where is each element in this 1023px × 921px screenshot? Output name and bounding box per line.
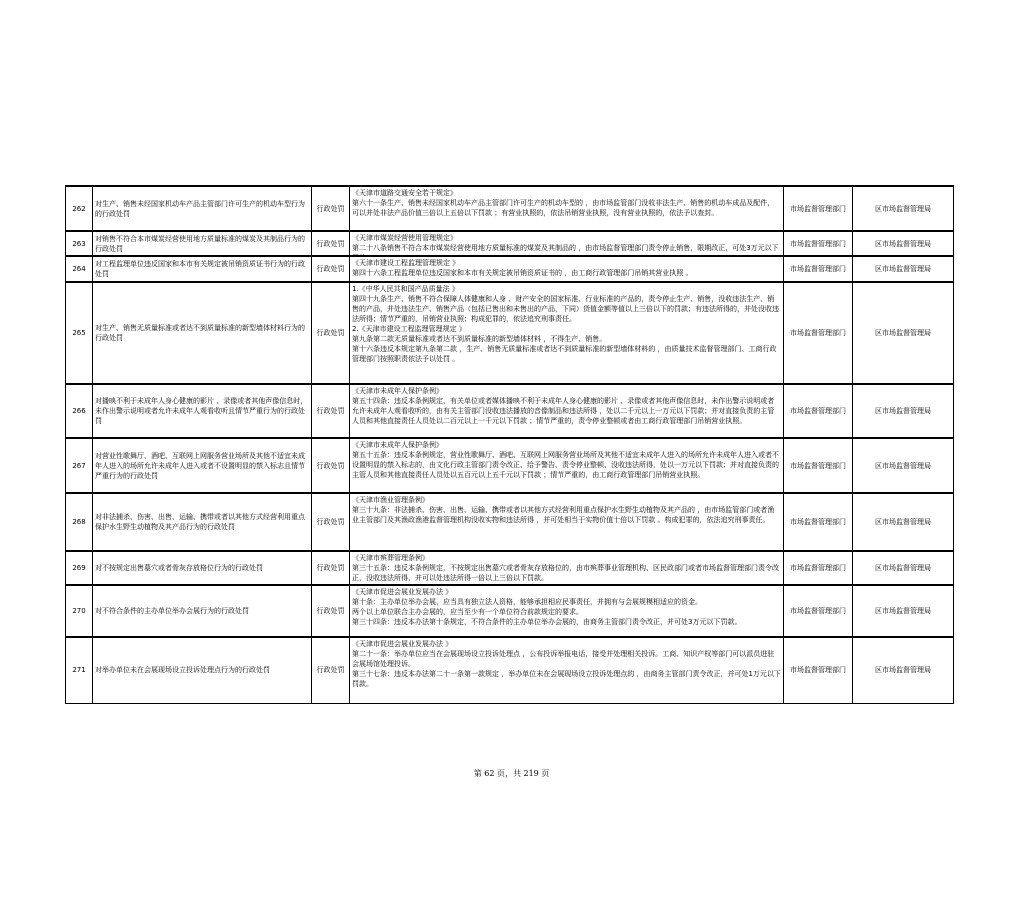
item-type-text: 行政处罚 <box>316 265 345 273</box>
item-name-text: 对生产、销售无质量标准或者达不到质量标准的新型墙体材料行为的行政处罚 <box>95 324 305 342</box>
executing-agency-text: 区市场监督管理局 <box>875 666 931 675</box>
responsible-dept <box>784 256 853 282</box>
responsible-dept <box>784 551 853 585</box>
responsible-dept <box>784 493 853 551</box>
item-type <box>312 438 350 493</box>
item-name-text: 对举办单位未在会展现场设立投诉处理点行为的行政处罚 <box>95 666 270 675</box>
item-type-text: 行政处罚 <box>316 461 345 470</box>
item-name <box>93 282 312 384</box>
item-name-text: 对营业性歌舞厅、酒吧、互联网上网服务营业场所及其他不适宜未成年人进入的场所允许未成年人进入或者不设置明显的禁入标志且情节严重行为的行政处罚 <box>95 451 305 480</box>
responsible-dept <box>784 637 853 703</box>
table-row <box>66 256 954 282</box>
item-name <box>93 585 312 637</box>
row-number <box>66 186 93 231</box>
item-name-text: 对销售不符合本市煤炭经营使用地方质量标准的煤炭及其制品行为的行政处罚 <box>95 234 305 253</box>
executing-agency <box>853 637 954 703</box>
responsible-dept <box>784 384 853 438</box>
responsible-dept-text: 市场监督管理部门 <box>790 239 846 248</box>
table-row <box>66 637 954 703</box>
responsible-dept <box>784 282 853 384</box>
executing-agency <box>853 384 954 438</box>
legal-basis <box>350 186 784 231</box>
legal-basis-text: 1.《中华人民共和国产品质量法 》 第四十九条生产、销售不符合保障人体健康和人身 、财产安全的国家标准、行业标准的产品的，责令停止生产、销售，没收违法生产、销售的产品，并处违法生产、销售产品（包括已售出和未售出的产品，下同）货值金额等值以上三倍以下的罚款；有违法所得的，并处没收违法所得；情节严重的，吊销营业执照；构成犯罪的，依法追究刑事责任。 2.《天津市建设工程监理管理规定 》 第九条第二款无质量标准或者达不到质量标准的新型墙体材料 ，不得生产、销售。 第十六条违反本规定第九条第二款 ，生产、销售无质量标准或者达不到质量标准的新型墙体材料的 ，由质量技术监督管理部门、工商行政管理部门按照职责依法予以处罚 。 <box>352 285 779 363</box>
legal-basis-text: 《天津市促进会展业发展办法 》 第二十一条：举办单位应当在会展现场设立投诉处理点 ，公布投诉举报电话，接受并处理相关投诉。工商、知识产权等部门可以派员进驻会展场馆处理投诉。 第三十七条：违反本办法第二十一条第一款规定 ，举办单位未在会展现场设立投诉处理点的 ，由商务主管部门责令改正，并可处1万元以下罚款。 <box>352 640 781 688</box>
executing-agency <box>853 493 954 551</box>
legal-basis <box>350 551 784 585</box>
row-number-text: 263 <box>72 239 86 248</box>
executing-agency <box>853 585 954 637</box>
row-number <box>66 282 93 384</box>
item-name <box>93 231 312 256</box>
item-name <box>93 186 312 231</box>
item-name <box>93 637 312 703</box>
row-number-text: 264 <box>72 265 86 273</box>
responsible-dept <box>784 438 853 493</box>
executing-agency <box>853 282 954 384</box>
legal-basis <box>350 438 784 493</box>
responsible-dept <box>784 231 853 256</box>
responsible-dept-text: 市场监督管理部门 <box>790 329 846 337</box>
table-row <box>66 585 954 637</box>
row-number-text: 270 <box>72 607 86 615</box>
responsible-dept-text: 市场监督管理部门 <box>790 265 846 273</box>
responsible-dept-text: 市场监督管理部门 <box>790 564 846 572</box>
table-body <box>66 186 954 703</box>
responsible-dept-text: 市场监督管理部门 <box>790 407 846 415</box>
legal-basis-text: 《天津市未成年人保护条例》 第五十五条：违反本条例规定，营业性歌舞厅、酒吧、互联网上网服务营业场所及其他不适宜未成年人进入的场所允许未成年人进入或者不设置明显的禁入标志的，由文化行政主管部门责令改正、给予警告、责令停业整顿、没收违法所得，处以一万元以下罚款；并对直接负责的主管人员和其他直接责任人员处以五百元以上五千元以下罚款 ；情节严重的，由工商行政管理部门吊销营业执照。 <box>352 441 779 479</box>
item-name-text: 对不按规定出售墓穴或者骨灰存放格位行为的行政处罚 <box>95 564 263 572</box>
item-type <box>312 186 350 231</box>
executing-agency <box>853 231 954 256</box>
executing-agency-text: 区市场监督管理局 <box>875 239 931 248</box>
item-type <box>312 585 350 637</box>
item-type-text: 行政处罚 <box>316 607 345 615</box>
legal-basis-text: 《天津市促进会展业发展办法 》 第十条：主办单位举办会展，应当具有独立法人资格，能够承担相应民事责任，并拥有与会展规模相适应的资金。 两个以上单位联合主办会展的，应当至少有一个单位符合前款规定的要求。 第三十四条：违反本办法第十条规定，不符合条件的主办单位举办会展的，由商务主管部门责令改正，并可处3万元以下罚款。 <box>352 588 742 626</box>
legal-basis-text: 《天津市殡葬管理条例》 第三十五条：违反本条例规定，不按规定出售墓穴或者骨灰存放格位的，由市殡葬事业管理机构、区民政部门或者市场监督管理部门责令改正，没收违法所得，并可以处违法所得一倍以上三倍以下罚款。 <box>352 554 779 582</box>
item-name-text: 对不符合条件的主办单位举办会展行为的行政处罚 <box>95 607 249 615</box>
table-row <box>66 551 954 585</box>
row-number <box>66 551 93 585</box>
row-number-text: 262 <box>72 204 86 213</box>
item-name <box>93 438 312 493</box>
row-number-text: 267 <box>72 461 86 470</box>
row-number <box>66 384 93 438</box>
legal-basis-text: 《天津市未成年人保护条例》 第五十四条：违反本条例规定，有关单位或者媒体播映不利于未成年人身心健康的影片 、录像或者其他声像信息时，未作出警示说明或者允许未成年人观看收听的，由有关主管部门没收违法播放的音像制品和违法所得 ，处以二千元以上一万元以下罚款；并对直接负责的主管人员和其他直接责任人员处以二百元以上一千元以下罚款 ；情节严重的，责令停业整顿或者由工商行政管理部门吊销营业执照。 <box>352 387 775 425</box>
row-number-text: 269 <box>72 564 86 572</box>
item-type-text: 行政处罚 <box>316 239 345 248</box>
item-type-text: 行政处罚 <box>316 564 345 572</box>
legal-basis <box>350 282 784 384</box>
row-number <box>66 637 93 703</box>
table-row <box>66 384 954 438</box>
item-name <box>93 256 312 282</box>
responsible-dept-text: 市场监督管理部门 <box>790 518 846 526</box>
responsible-dept <box>784 186 853 231</box>
responsible-dept-text: 市场监督管理部门 <box>790 666 846 675</box>
item-name <box>93 493 312 551</box>
executing-agency <box>853 551 954 585</box>
executing-agency-text: 区市场监督管理局 <box>875 407 931 415</box>
executing-agency <box>853 256 954 282</box>
executing-agency-text: 区市场监督管理局 <box>875 329 931 337</box>
item-name-text: 对工程监理单位违反国家和本市有关规定被吊销资质证书行为的行政处罚 <box>95 260 305 278</box>
legal-basis <box>350 637 784 703</box>
table-row <box>66 231 954 256</box>
legal-basis <box>350 493 784 551</box>
item-type-text: 行政处罚 <box>316 204 345 213</box>
enforcement-items-table <box>65 185 954 704</box>
row-number-text: 268 <box>72 518 86 526</box>
executing-agency-text: 区市场监督管理局 <box>875 461 931 470</box>
responsible-dept-text: 市场监督管理部门 <box>790 204 846 213</box>
responsible-dept-text: 市场监督管理部门 <box>790 607 846 615</box>
table-row <box>66 186 954 231</box>
item-type-text: 行政处罚 <box>316 666 345 675</box>
executing-agency-text: 区市场监督管理局 <box>875 204 931 213</box>
row-number-text: 266 <box>72 407 86 415</box>
responsible-dept <box>784 585 853 637</box>
executing-agency <box>853 186 954 231</box>
executing-agency-text: 区市场监督管理局 <box>875 564 931 572</box>
table-row <box>66 282 954 384</box>
row-number <box>66 231 93 256</box>
row-number <box>66 585 93 637</box>
executing-agency-text: 区市场监督管理局 <box>875 607 931 615</box>
executing-agency <box>853 438 954 493</box>
item-type-text: 行政处罚 <box>316 329 345 337</box>
legal-basis-text: 《天津市渔业管理条例》 第三十九条：非法捕杀、伤害、出售、运输、携带或者以其他方式经营利用重点保护水生野生动植物及其产品的 ，由市场监管部门或者渔业主管部门及其渔政渔港监督管理机构没收实物和违法所得 ，并可处相当于实物价值十倍以下罚款 。构成犯罪的，依法追究刑事责任。 <box>352 496 775 524</box>
row-number-text: 265 <box>72 329 86 337</box>
legal-basis <box>350 231 784 256</box>
legal-basis <box>350 585 784 637</box>
item-name-text: 对播映不利于未成年人身心健康的影片 、录像或者其他声像信息时，未作出警示说明或者允许未成年人观看收听且情节严重行为的行政处罚 <box>95 397 308 425</box>
item-name <box>93 384 312 438</box>
item-name-text: 对生产、销售未经国家机动车产品主管部门许可生产的机动车型行为的行政处罚 <box>95 199 305 218</box>
page-footer: 第 62 页，共 219 页 <box>473 769 550 778</box>
item-type-text: 行政处罚 <box>316 518 345 526</box>
item-type <box>312 637 350 703</box>
item-type-text: 行政处罚 <box>316 407 345 415</box>
item-type <box>312 384 350 438</box>
row-number <box>66 256 93 282</box>
row-number <box>66 438 93 493</box>
row-number-text: 271 <box>72 666 86 675</box>
row-number <box>66 493 93 551</box>
item-type <box>312 493 350 551</box>
legal-basis-text: 《天津市煤炭经营使用管理规定》 第二十八条销售不符合本市煤炭经营使用地方质量标准的煤炭及其制品的 ，由市场监督管理部门责令停止销售，限期改正，可处3万元以下 <box>352 234 779 252</box>
item-type <box>312 282 350 384</box>
item-name <box>93 551 312 585</box>
table-row <box>66 438 954 493</box>
item-type <box>312 256 350 282</box>
legal-basis <box>350 384 784 438</box>
item-type <box>312 231 350 256</box>
legal-basis-text: 《天津市建设工程监理管理规定 》 第四十六条工程监理单位违反国家和本市有关规定被吊销资质证书的 ，由工商行政管理部门吊销其营业执照 。 <box>352 259 693 277</box>
executing-agency-text: 区市场监督管理局 <box>875 265 931 273</box>
item-name-text: 对非法捕杀、伤害、出售、运输、携带或者以其他方式经营利用重点保护水生野生动植物及其产品行为的行政处罚 <box>95 513 305 531</box>
responsible-dept-text: 市场监督管理部门 <box>790 461 846 470</box>
item-type <box>312 551 350 585</box>
table-row <box>66 493 954 551</box>
legal-basis <box>350 256 784 282</box>
executing-agency-text: 区市场监督管理局 <box>875 518 931 526</box>
legal-basis-text: 《天津市道路交通安全若干规定》 第六十一条生产、销售未经国家机动车产品主管部门许可生产的机动车型的 ，由市场监管部门没收非法生产、销售的机动车成品及配件，可以并处非法产品价值三倍以上五倍以下罚款 ；有营业执照的，依法吊销营业执照，没有营业执照的，依法予以查封。 <box>352 189 775 217</box>
